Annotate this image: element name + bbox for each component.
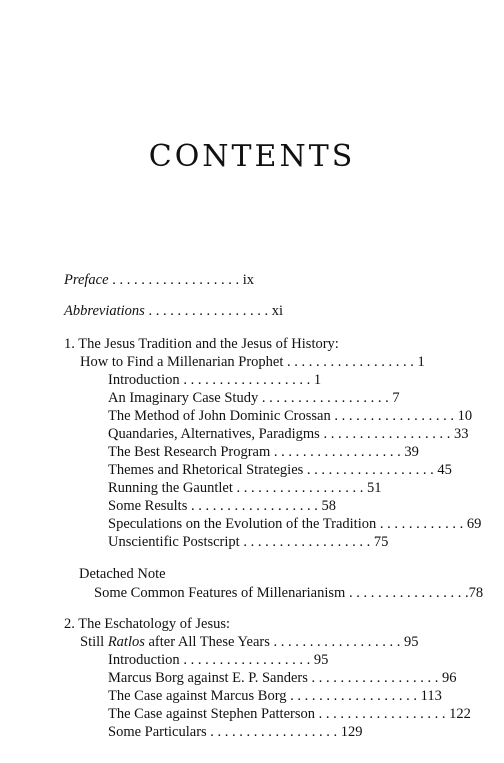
- toc-entry-title: Some Common Features of Millenarianism: [94, 585, 346, 601]
- toc-entry-preface: [64, 271, 254, 289]
- toc-entry-leader: . . . . . . . . . . . . . . . . . .: [179, 652, 314, 668]
- toc-entry-leader: . . . . . . . . . . . . . . . . . .: [303, 462, 438, 478]
- toc-entry-leader: . . . . . . . . . . . . . . . . . .: [307, 670, 443, 686]
- toc-entry-title: How to Find a Millenarian Prophet: [80, 354, 284, 370]
- toc-entry-page: 96: [442, 670, 457, 686]
- toc-entry-leader: . . . . . . . . . . . . . . . . . .: [108, 272, 243, 288]
- toc-entry-title: The Case against Stephen Patterson: [108, 706, 315, 722]
- toc-entry-leader: . . . . . . . . . . . . . . . . . .: [269, 634, 404, 650]
- toc-entry-ch1-crossan: [108, 407, 472, 425]
- toc-entry-ch1-case-study: [108, 389, 400, 407]
- toc-entry-page: 39: [404, 444, 419, 460]
- toc-entry-ch1-quandaries: [108, 425, 468, 443]
- toc-entry-ch1-postscript: [108, 533, 388, 551]
- toc-entry-title: Running the Gauntlet: [108, 480, 233, 496]
- toc-entry-page: 95: [403, 634, 419, 650]
- toc-entry-page: ix: [242, 272, 254, 288]
- toc-entry-leader: . . . . . . . . . . . . . . . . . .: [187, 498, 322, 514]
- toc-entry-ch1-research-program: [108, 443, 419, 461]
- toc-entry-ch2-borg-sanders: [108, 669, 457, 687]
- detached-note-heading: Detached Note: [79, 566, 166, 582]
- toc-entry-leader: . . . . . . . . . . . . . . . . . .: [239, 534, 374, 550]
- toc-entry-page: 1: [417, 354, 425, 370]
- toc-entry-leader: . . . . . . . . . . . . . . . . . .: [232, 480, 367, 496]
- toc-entry-title: An Imaginary Case Study: [108, 390, 259, 406]
- toc-entry-abbreviations: [64, 302, 283, 320]
- toc-entry-page: 129: [340, 724, 363, 740]
- toc-entry-title: Themes and Rhetorical Strategies: [108, 462, 304, 478]
- toc-entry-detached-note: [94, 584, 483, 602]
- toc-entry-title: Speculations on the Evolution of the Tradition: [108, 516, 377, 532]
- toc-entry-title: Marcus Borg against E. P. Sanders: [108, 670, 308, 686]
- toc-entry-leader: . . . . . . . . . . . . . . . .: [345, 585, 465, 601]
- toc-entry-leader: . . . . . . . . . . . . . . . . . .: [286, 688, 421, 704]
- toc-entry-title: Some Particulars: [108, 724, 207, 740]
- toc-entry-title-post: after All These Years: [144, 634, 270, 650]
- toc-entry-page: 7: [392, 390, 400, 406]
- toc-entry-ch1-themes: [108, 461, 452, 479]
- chapter-2-subtitle: [80, 633, 418, 651]
- toc-entry-title: The Case against Marcus Borg: [108, 688, 287, 704]
- toc-entry-page: .78: [464, 585, 484, 601]
- toc-entry-ch2-case-patterson: [108, 705, 471, 723]
- toc-entry-ch1-speculations: [108, 515, 481, 533]
- toc-entry-page: 58: [321, 498, 336, 514]
- toc-entry-page: 1: [313, 372, 322, 388]
- toc-entry-leader: . . . . . . . . . . . . . . . . . .: [258, 390, 393, 406]
- toc-entry-title: The Method of John Dominic Crossan: [108, 408, 331, 424]
- toc-entry-leader: . . . . . . . . . . . . . . . . . .: [319, 426, 454, 442]
- toc-entry-page: 69: [466, 516, 482, 532]
- toc-entry-page: 95: [313, 652, 329, 668]
- toc-entry-title: Abbreviations: [64, 303, 145, 319]
- toc-entry-page: 51: [366, 480, 382, 496]
- toc-entry-ch2-particulars: [108, 723, 363, 741]
- chapter-2-heading: 2. The Eschatology of Jesus:: [64, 616, 231, 632]
- toc-entry-ch1-results: [108, 497, 336, 515]
- toc-entry-ch2-case-borg: [108, 687, 442, 705]
- toc-entry-page: 33: [453, 426, 469, 442]
- toc-entry-leader: . . . . . . . . . . . . . . . . .: [144, 303, 272, 319]
- toc-entry-leader: . . . . . . . . . . . . . . . . . .: [206, 724, 341, 740]
- toc-entry-title: The Best Research Program: [108, 444, 271, 460]
- toc-entry-page: 75: [373, 534, 389, 550]
- page-title: CONTENTS: [148, 139, 356, 174]
- toc-entry-page: 113: [420, 688, 442, 704]
- toc-entry-title-pre: Still: [80, 634, 108, 650]
- toc-entry-title: Unscientific Postscript: [108, 534, 240, 550]
- chapter-1-heading: 1. The Jesus Tradition and the Jesus of History:: [64, 336, 339, 352]
- toc-entry-ch1-introduction: [108, 371, 321, 389]
- toc-entry-leader: . . . . . . . . . . . . . . . . .: [330, 408, 458, 424]
- toc-entry-ch2-introduction: [108, 651, 328, 669]
- toc-entry-leader: . . . . . . . . . . . . . . . . . .: [179, 372, 314, 388]
- toc-entry-title: Quandaries, Alternatives, Paradigms: [108, 426, 320, 442]
- chapter-1-subtitle: [80, 353, 425, 371]
- toc-entry-leader: . . . . . . . . . . . . . . . . . .: [270, 444, 405, 460]
- toc-entry-title: Preface: [64, 272, 109, 288]
- toc-entry-page: 10: [457, 408, 473, 424]
- toc-entry-leader: . . . . . . . . . . . . . . . . . .: [283, 354, 418, 370]
- toc-entry-page: 122: [449, 706, 471, 722]
- toc-entry-title: Introduction: [108, 372, 180, 388]
- toc-entry-title: Introduction: [108, 652, 180, 668]
- toc-entry-title: Some Results: [108, 498, 188, 514]
- toc-entry-page: 45: [437, 462, 452, 478]
- toc-entry-page: xi: [271, 303, 283, 319]
- toc-entry-leader: . . . . . . . . . . . .: [376, 516, 467, 532]
- toc-entry-leader: . . . . . . . . . . . . . . . . . .: [314, 706, 450, 722]
- toc-entry-ch1-gauntlet: [108, 479, 381, 497]
- toc-entry-title-italic: Ratlos: [107, 634, 145, 650]
